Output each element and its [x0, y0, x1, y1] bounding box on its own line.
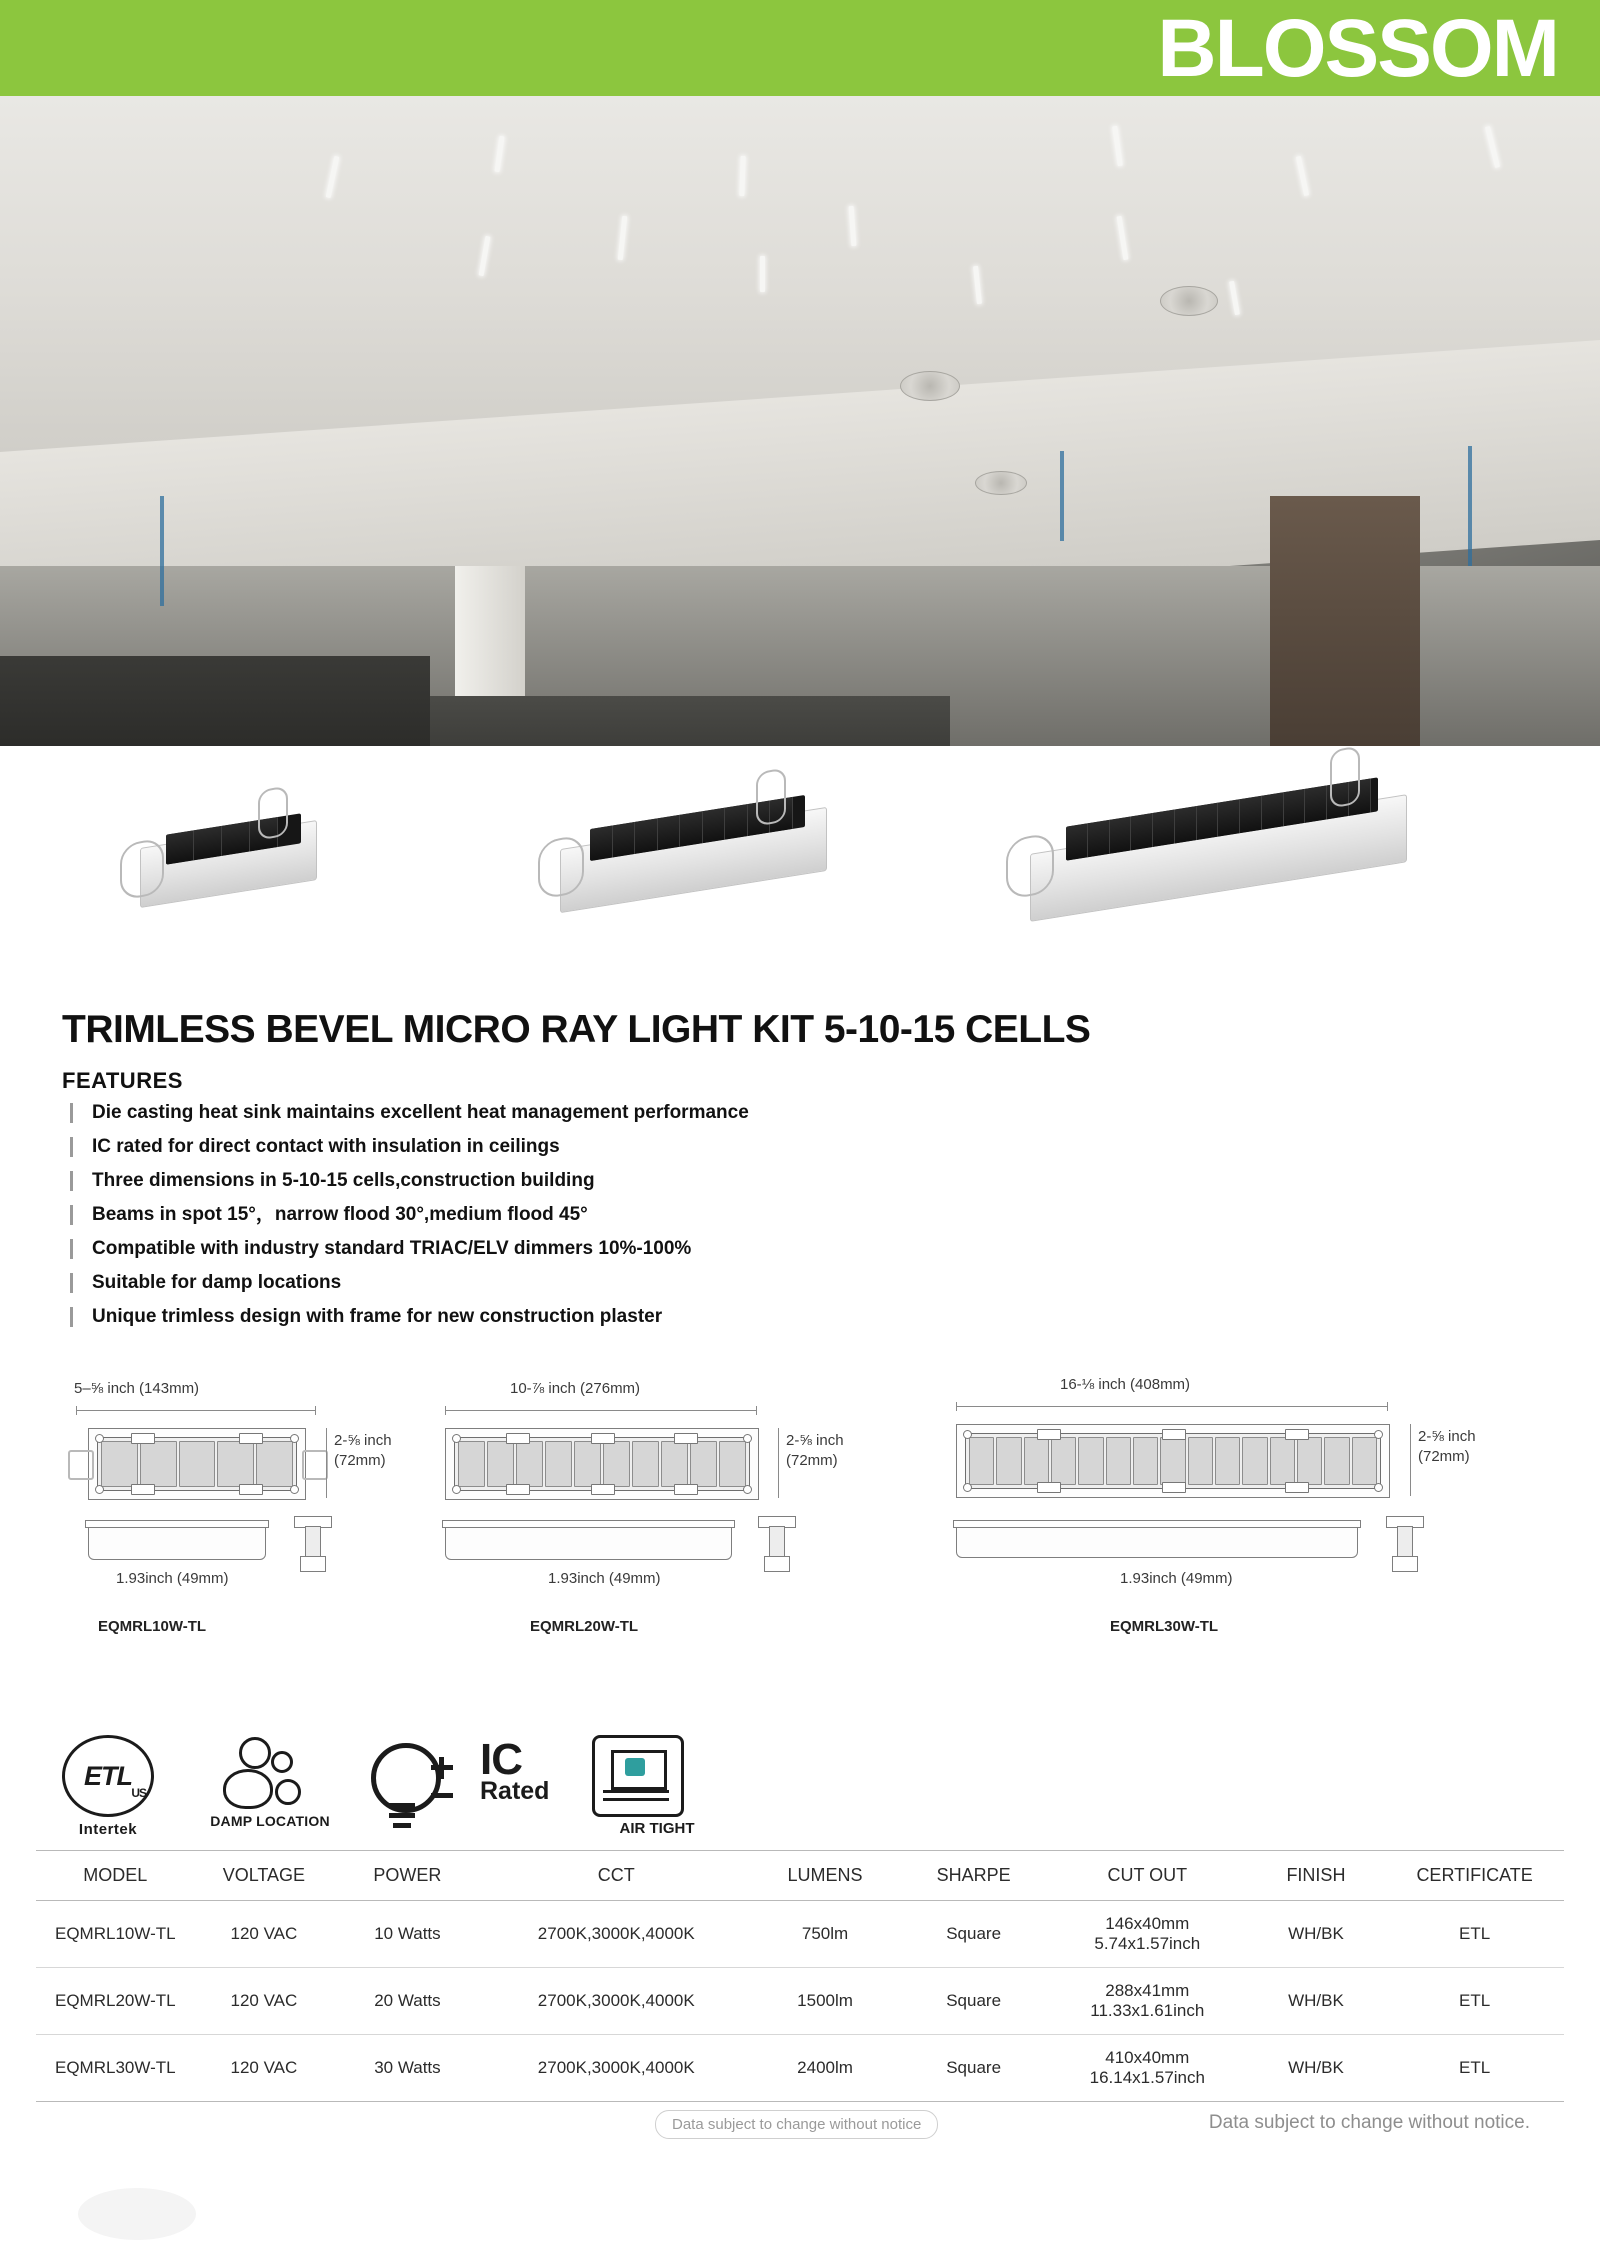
cell-voltage: 120 VAC	[195, 1968, 334, 2035]
glass-storefront-mid	[430, 696, 950, 746]
col-cct: CCT	[482, 1851, 751, 1901]
mount-tab	[506, 1433, 530, 1444]
model-label: EQMRL20W-TL	[530, 1618, 639, 1635]
trim-lip	[85, 1520, 269, 1528]
width-label-line1: 2-⅝ inch	[786, 1432, 844, 1449]
feature-item: Beams in spot 15°，narrow flood 30°,medium flood 45°	[70, 1204, 1070, 1226]
length-dim-line	[76, 1410, 316, 1411]
blue-reveal	[1060, 451, 1064, 541]
width-dim-line	[1410, 1424, 1411, 1496]
screw-hole	[290, 1434, 299, 1443]
mounting-clip	[756, 768, 786, 827]
disclaimer-text: Data subject to change without notice.	[1208, 2112, 1530, 2133]
clip-detail-view	[1380, 1516, 1428, 1578]
features-heading: FEATURES	[62, 1068, 183, 1093]
screw-hole	[452, 1434, 461, 1443]
feature-item: Unique trimless design with frame for new construction plaster	[70, 1306, 1070, 1328]
cell-cutout	[1048, 1968, 1247, 2035]
length-dim-line	[956, 1406, 1388, 1407]
spring-clip	[302, 1450, 328, 1480]
col-finish: FINISH	[1247, 1851, 1386, 1901]
cell-finish: WH/BK	[1247, 1901, 1386, 1968]
cell-cutout	[1048, 1901, 1247, 1968]
mount-tab	[131, 1433, 155, 1444]
hero-image	[0, 96, 1600, 746]
cell-certificate: ETL	[1385, 1968, 1564, 2035]
etl-us-mark: US	[131, 1786, 146, 1800]
cell-cct: 2700K,3000K,4000K	[482, 2035, 751, 2102]
mounting-clip	[1330, 746, 1360, 809]
mount-tab	[591, 1433, 615, 1444]
mount-tab	[239, 1484, 263, 1495]
screw-hole	[1374, 1430, 1383, 1439]
plan-inner-frame	[454, 1437, 750, 1491]
depth-label: 1.93inch (49mm)	[548, 1570, 661, 1587]
cell-row	[101, 1441, 293, 1487]
dimmable-badge	[355, 1735, 485, 1835]
cell-lumens: 750lm	[751, 1901, 900, 1968]
dimension-drawings	[0, 1376, 1600, 1700]
cell-power: 10 Watts	[333, 1901, 482, 1968]
col-cutout: CUT OUT	[1048, 1851, 1247, 1901]
clip-stem	[769, 1526, 785, 1558]
width-dim-line	[778, 1428, 779, 1498]
blue-reveal	[1468, 446, 1472, 566]
mount-tab	[1162, 1429, 1186, 1440]
cell-voltage: 120 VAC	[195, 1901, 334, 1968]
cell-cutout	[1048, 2035, 1247, 2102]
cell-finish: WH/BK	[1247, 1968, 1386, 2035]
trim-lip	[953, 1520, 1361, 1528]
cell-lumens: 1500lm	[751, 1968, 900, 2035]
col-sharpe: SHARPE	[899, 1851, 1048, 1901]
trim-lip	[442, 1520, 735, 1528]
col-lumens: LUMENS	[751, 1851, 900, 1901]
damp-location-icon	[205, 1735, 335, 1809]
width-label-line2: (72mm)	[334, 1452, 386, 1469]
feature-item: Die casting heat sink maintains excellent heat management performance	[70, 1102, 1070, 1124]
recessed-downlight	[900, 371, 960, 401]
cell-sharpe: Square	[899, 1901, 1048, 1968]
width-dim-line	[326, 1428, 327, 1498]
air-tight-label: AIR TIGHT	[619, 1820, 695, 1837]
plan-view	[445, 1428, 759, 1500]
air-tight-badge	[592, 1735, 722, 1837]
dimmable-bulb-icon	[355, 1735, 485, 1835]
cell-certificate: ETL	[1385, 1901, 1564, 1968]
wood-panel	[1270, 496, 1420, 746]
disclaimer-pill: Data subject to change without notice	[655, 2110, 938, 2139]
clip-detail-view	[752, 1516, 800, 1578]
rated-text: Rated	[480, 1777, 550, 1805]
model-label: EQMRL30W-TL	[1110, 1618, 1219, 1635]
cell-power: 20 Watts	[333, 1968, 482, 2035]
cutout-inch: 16.14x1.57inch	[1089, 2068, 1205, 2087]
mounting-clip	[258, 786, 288, 841]
header-bar	[0, 0, 1600, 96]
clip-foot	[1392, 1556, 1418, 1572]
width-label-line1: 2-⅝ inch	[1418, 1428, 1476, 1445]
length-dim-line	[445, 1410, 757, 1411]
screw-hole	[452, 1485, 461, 1494]
screw-hole	[743, 1434, 752, 1443]
recessed-downlight	[975, 471, 1027, 495]
table-row	[36, 1901, 1564, 1968]
plan-inner-frame	[97, 1437, 297, 1491]
clip-foot	[300, 1556, 326, 1572]
clip-stem	[305, 1526, 321, 1558]
plan-inner-frame	[965, 1433, 1381, 1489]
cutout-inch: 11.33x1.61inch	[1090, 2001, 1205, 2020]
clip-stem	[1397, 1526, 1413, 1558]
mount-tab	[131, 1484, 155, 1495]
depth-label: 1.93inch (49mm)	[116, 1570, 229, 1587]
features-list	[70, 1102, 1070, 1340]
cell-cct: 2700K,3000K,4000K	[482, 1901, 751, 1968]
cutout-mm: 410x40mm	[1105, 2048, 1190, 2067]
cell-voltage: 120 VAC	[195, 2035, 334, 2102]
length-label: 5–⅝ inch (143mm)	[74, 1380, 200, 1397]
cell-sharpe: Square	[899, 2035, 1048, 2102]
plan-view	[88, 1428, 306, 1500]
screw-hole	[95, 1434, 104, 1443]
mount-tab	[674, 1433, 698, 1444]
table-row	[36, 2035, 1564, 2102]
mount-tab	[591, 1484, 615, 1495]
air-tight-icon	[592, 1735, 684, 1817]
damp-location-label: DAMP LOCATION	[210, 1813, 330, 1829]
screw-hole	[290, 1485, 299, 1494]
glass-storefront-left	[0, 656, 430, 746]
linear-light-slit	[760, 256, 765, 292]
section-view	[445, 1520, 732, 1560]
model-label: EQMRL10W-TL	[98, 1618, 207, 1635]
ic-rated-badge	[480, 1735, 610, 1803]
cell-sharpe: Square	[899, 1968, 1048, 2035]
cell-model: EQMRL10W-TL	[36, 1901, 195, 1968]
section-view	[88, 1520, 266, 1560]
etl-text: ETL	[84, 1760, 132, 1791]
mount-tab	[1285, 1482, 1309, 1493]
feature-item: Three dimensions in 5-10-15 cells,construction building	[70, 1170, 1070, 1192]
screw-hole	[1374, 1483, 1383, 1492]
feature-item: Compatible with industry standard TRIAC/ELV dimmers 10%-100%	[70, 1238, 1070, 1260]
cutout-mm: 146x40mm	[1105, 1914, 1190, 1933]
footer-decoration	[78, 2188, 196, 2240]
brand-logo: BLOSSOM	[1157, 3, 1558, 94]
screw-hole	[963, 1430, 972, 1439]
mount-tab	[674, 1484, 698, 1495]
mount-tab	[1037, 1482, 1061, 1493]
plan-view	[956, 1424, 1390, 1498]
recessed-downlight	[1160, 286, 1218, 316]
screw-hole	[95, 1485, 104, 1494]
depth-label: 1.93inch (49mm)	[1120, 1570, 1233, 1587]
cell-certificate: ETL	[1385, 2035, 1564, 2102]
mount-tab	[239, 1433, 263, 1444]
ic-text: IC	[480, 1735, 522, 1784]
col-certificate: CERTIFICATE	[1385, 1851, 1564, 1901]
certification-badges	[0, 1735, 1600, 1850]
cutout-inch: 5.74x1.57inch	[1094, 1934, 1201, 1953]
table-header-row	[36, 1851, 1564, 1901]
etl-badge	[62, 1735, 154, 1838]
product-render-row	[0, 746, 1600, 976]
table-row	[36, 1968, 1564, 2035]
ic-rated-icon	[480, 1735, 610, 1803]
mount-tab	[1162, 1482, 1186, 1493]
cell-power: 30 Watts	[333, 2035, 482, 2102]
section-view	[956, 1520, 1358, 1558]
etl-listed-icon	[62, 1735, 154, 1817]
length-label: 16-⅛ inch (408mm)	[1060, 1376, 1191, 1393]
col-voltage: VOLTAGE	[195, 1851, 334, 1901]
spring-clip	[68, 1450, 94, 1480]
col-model: MODEL	[36, 1851, 195, 1901]
specification-table	[36, 1850, 1564, 2102]
clip-detail-view	[288, 1516, 336, 1578]
cell-model: EQMRL30W-TL	[36, 2035, 195, 2102]
damp-location-badge	[205, 1735, 335, 1829]
blue-reveal	[160, 496, 164, 606]
screw-hole	[963, 1483, 972, 1492]
cell-finish: WH/BK	[1247, 2035, 1386, 2102]
width-label-line2: (72mm)	[1418, 1448, 1470, 1465]
mount-tab	[506, 1484, 530, 1495]
cell-row	[458, 1441, 746, 1487]
width-label-line2: (72mm)	[786, 1452, 838, 1469]
page-title: TRIMLESS BEVEL MICRO RAY LIGHT KIT 5-10-15 CELLS	[62, 1008, 1091, 1051]
cell-lumens: 2400lm	[751, 2035, 900, 2102]
clip-foot	[764, 1556, 790, 1572]
cell-cct: 2700K,3000K,4000K	[482, 1968, 751, 2035]
intertek-label: Intertek	[78, 1821, 138, 1838]
width-label-line1: 2-⅝ inch	[334, 1432, 392, 1449]
cell-model: EQMRL20W-TL	[36, 1968, 195, 2035]
cutout-mm: 288x41mm	[1105, 1981, 1190, 2000]
mount-tab	[1037, 1429, 1061, 1440]
screw-hole	[743, 1485, 752, 1494]
col-power: POWER	[333, 1851, 482, 1901]
feature-item: IC rated for direct contact with insulation in ceilings	[70, 1136, 1070, 1158]
cell-row	[969, 1437, 1377, 1485]
feature-item: Suitable for damp locations	[70, 1272, 1070, 1294]
mount-tab	[1285, 1429, 1309, 1440]
length-label: 10-⅞ inch (276mm)	[510, 1380, 641, 1397]
